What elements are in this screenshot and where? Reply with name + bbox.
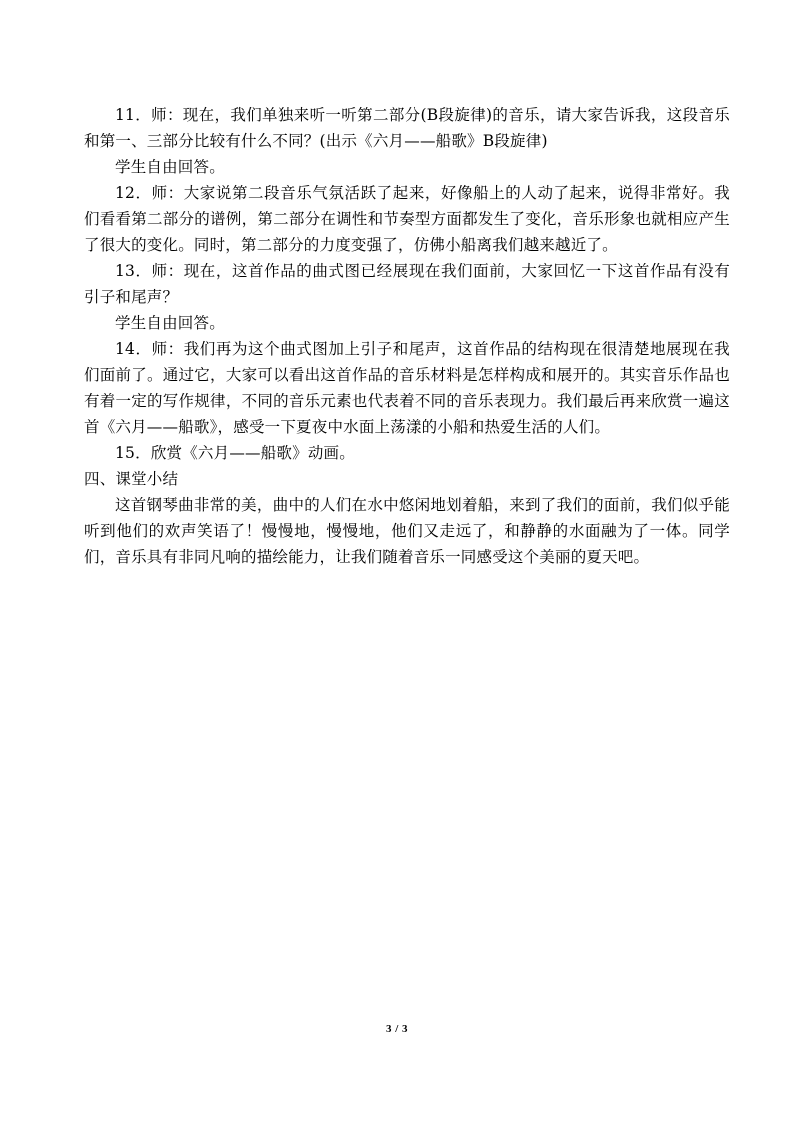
paragraph-step-15: 15．欣赏《六月——船歌》动画。 (115, 444, 355, 462)
page-number: 3 / 3 (385, 1023, 409, 1035)
section-heading: 四、课堂小结 (84, 470, 179, 488)
paragraph-step-13: 13．师：现在，这首作品的曲式图已经展现在我们面前，大家回忆一下这首作品有没有引子和尾声？ (84, 262, 730, 306)
paragraph-summary: 这首钢琴曲非常的美，曲中的人们在水中悠闲地划着船，来到了我们的面前，我们似乎能听到他们的欢声笑语了！慢慢地，慢慢地，他们又走远了，和静静的水面融为了一体。同学们，音乐具有非同凡响的描绘能力，让我们随着音乐一同感受这个美丽的夏天吧。 (84, 496, 730, 566)
paragraph-step-14: 14．师：我们再为这个曲式图加上引子和尾声，这首作品的结构现在很清楚地展现在我们面前了。通过它，大家可以看出这首作品的音乐材料是怎样构成和展开的。其实音乐作品也有着一定的写作规律，不同的音乐元素也代表着不同的音乐表现力。我们最后再来欣赏一遍这首《六月——船歌》，感受一下夏夜中水面上荡漾的小船和热爱生活的人们。 (84, 340, 730, 436)
document-body (84, 102, 730, 570)
paragraph-student-answer: 学生自由回答。 (115, 158, 225, 176)
paragraph-step-12: 12．师：大家说第二段音乐气氛活跃了起来，好像船上的人动了起来，说得非常好。我们看看第二部分的谱例，第二部分在调性和节奏型方面都发生了变化，音乐形象也就相应产生了很大的变化。同时，第二部分的力度变强了，仿佛小船离我们越来越近了。 (84, 184, 730, 254)
paragraph-student-answer: 学生自由回答。 (115, 314, 225, 332)
paragraph-step-11: 11．师：现在，我们单独来听一听第二部分(B段旋律)的音乐，请大家告诉我，这段音乐和第一、三部分比较有什么不同？(出示《六月——船歌》B段旋律) (84, 106, 730, 150)
